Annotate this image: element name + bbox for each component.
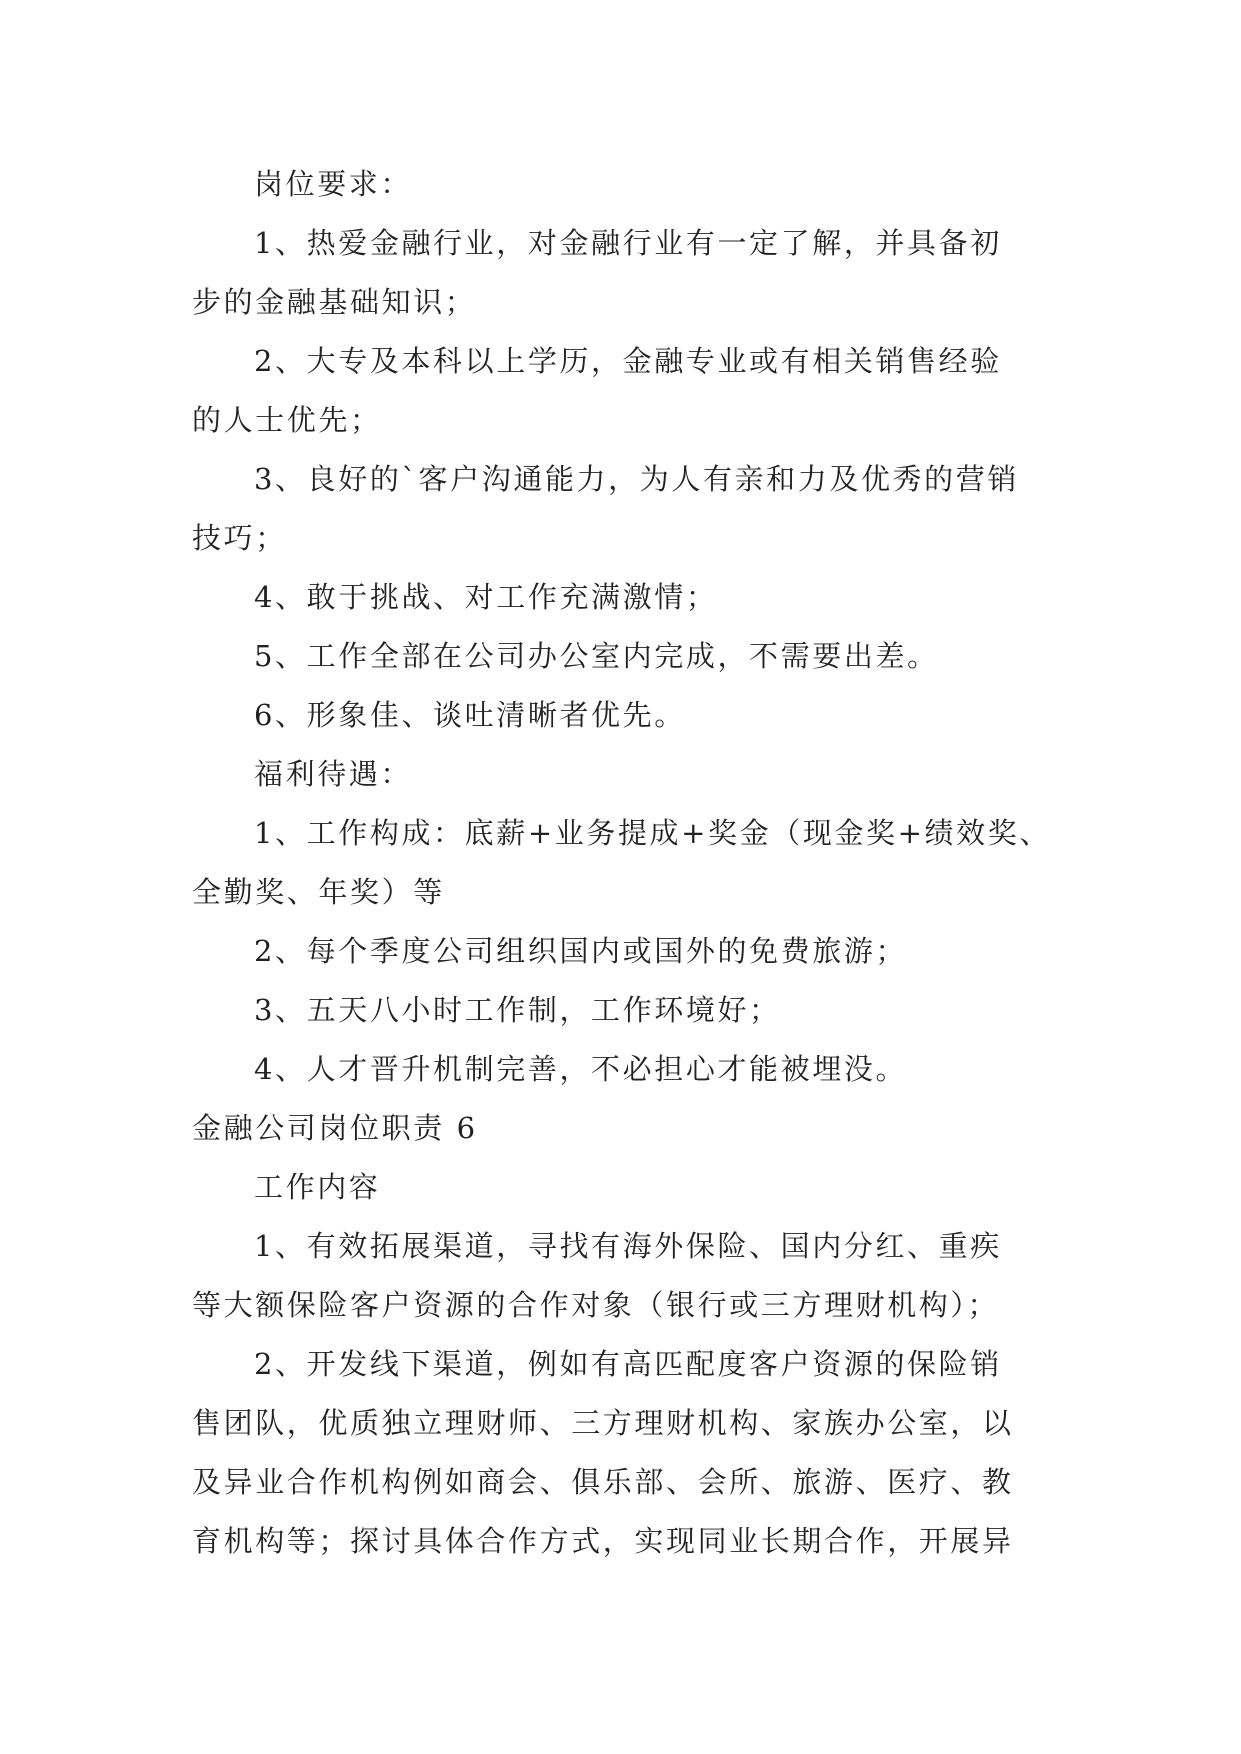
paragraph-line: 等大额保险客户资源的合作对象（银行或三方理财机构）； — [192, 1288, 1000, 1322]
paragraph-line: 2、大专及本科以上学历，金融专业或有相关销售经验 — [254, 344, 1002, 378]
paragraph-line: 1、热爱金融行业，对金融行业有一定了解，并具备初 — [254, 226, 1002, 260]
section-heading: 福利待遇： — [254, 757, 413, 791]
paragraph-line: 的人士优先； — [192, 403, 382, 437]
section-heading: 工作内容 — [254, 1170, 381, 1204]
paragraph-line: 3、五天八小时工作制，工作环境好； — [254, 993, 781, 1027]
paragraph-line: 2、每个季度公司组织国内或国外的免费旅游； — [254, 934, 908, 968]
paragraph-line: 育机构等；探讨具体合作方式，实现同业长期合作，开展异 — [192, 1524, 1014, 1558]
paragraph-line: 1、工作构成：底薪+业务提成+奖金（现金奖+绩效奖、 — [254, 816, 1051, 850]
paragraph-line: 1、有效拓展渠道，寻找有海外保险、国内分红、重疾 — [254, 1229, 1002, 1263]
paragraph-line: 步的金融基础知识； — [192, 285, 477, 319]
paragraph-line: 4、敢于挑战、对工作充满激情； — [254, 580, 718, 614]
paragraph-line: 全勤奖、年奖）等 — [192, 875, 445, 909]
section-heading: 岗位要求： — [254, 167, 413, 201]
paragraph-line: 售团队，优质独立理财师、三方理财机构、家族办公室，以 — [192, 1406, 1014, 1440]
paragraph-line: 技巧； — [192, 521, 287, 555]
paragraph-line: 5、工作全部在公司办公室内完成，不需要出差。 — [254, 639, 939, 673]
paragraph-line: 6、形象佳、谈吐清晰者优先。 — [254, 698, 686, 732]
paragraph-line: 4、人才晋升机制完善，不必担心才能被埋没。 — [254, 1052, 908, 1086]
document-title: 金融公司岗位职责 6 — [192, 1111, 478, 1145]
paragraph-line: 3、良好的`客户沟通能力，为人有亲和力及优秀的营销 — [254, 462, 1019, 496]
paragraph-line: 及异业合作机构例如商会、俱乐部、会所、旅游、医疗、教 — [192, 1465, 1014, 1499]
paragraph-line: 2、开发线下渠道，例如有高匹配度客户资源的保险销 — [254, 1347, 1002, 1381]
